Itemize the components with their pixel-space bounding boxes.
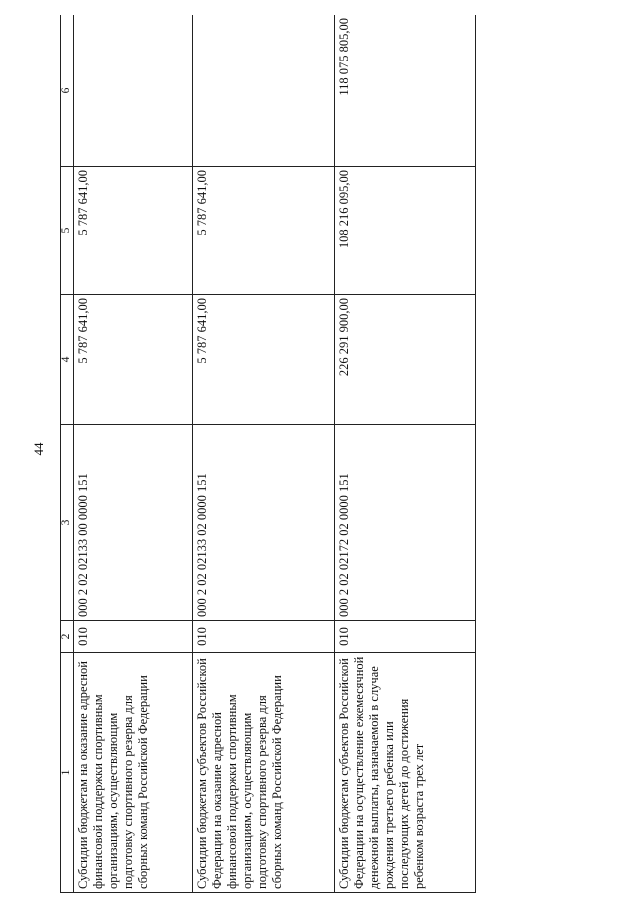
rotated-table-container: [60, 15, 476, 893]
header-cell-1: 1: [61, 653, 74, 893]
row-name: Субсидии бюджетам на оказание адресной финансовой поддержки спортивным организациям, осуществляющим подготовку спортивного резерва для сборных команд Российской Федерации: [74, 653, 193, 893]
row-col4-value: 5 787 641,00: [193, 295, 334, 425]
header-cell-3: 3: [61, 425, 74, 621]
row-col6-value: [193, 15, 334, 167]
row-classification-code: 000 2 02 02133 00 0000 151: [74, 425, 193, 621]
row-classification-code: 000 2 02 02172 02 0000 151: [334, 425, 475, 621]
row-col4-value: 226 291 900,00: [334, 295, 475, 425]
header-cell-5: 5: [61, 167, 74, 295]
row-col4-value: 5 787 641,00: [74, 295, 193, 425]
page-number: 44: [31, 442, 46, 456]
table-row: [74, 15, 193, 893]
row-admin-code: 010: [74, 621, 193, 653]
row-col5-value: 108 216 095,00: [334, 167, 475, 295]
header-cell-6: 6: [61, 15, 74, 167]
row-col5-value: 5 787 641,00: [193, 167, 334, 295]
budget-table: [60, 15, 476, 893]
header-cell-2: 2: [61, 621, 74, 653]
row-admin-code: 010: [334, 621, 475, 653]
row-name: Субсидии бюджетам субъектов Российской Федерации на оказание адресной финансовой поддержки спортивным организациям, осуществляющим подготовку спортивного резерва для сборных команд Российской Федерации: [193, 653, 334, 893]
table-row: [193, 15, 334, 893]
header-row: [61, 15, 74, 893]
row-admin-code: 010: [193, 621, 334, 653]
rotated-table-frame: [60, 15, 476, 893]
row-name: Субсидии бюджетам субъектов Российской Федерации на осуществление ежемесячной денежной выплаты, назначаемой в случае рождения третьего ребенка или последующих детей до достижения ребенком возраста трех лет: [334, 653, 475, 893]
table-row: [334, 15, 475, 893]
header-cell-4: 4: [61, 295, 74, 425]
row-col6-value: [74, 15, 193, 167]
row-col5-value: 5 787 641,00: [74, 167, 193, 295]
row-classification-code: 000 2 02 02133 02 0000 151: [193, 425, 334, 621]
row-col6-value: 118 075 805,00: [334, 15, 475, 167]
